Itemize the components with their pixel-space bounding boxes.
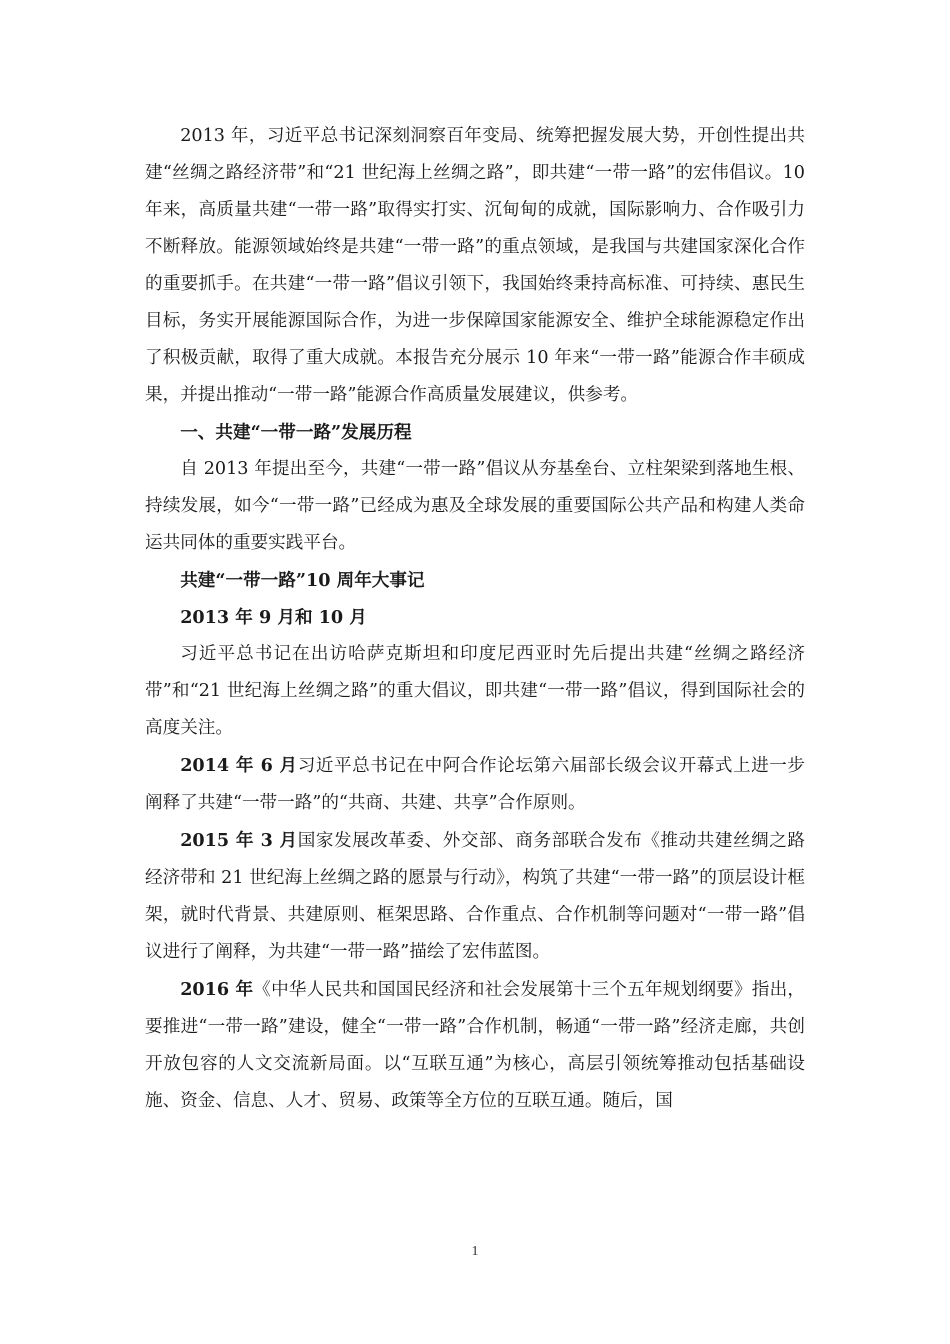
milestone-2016-date: 2016 年	[180, 979, 254, 1000]
milestones-heading: 共建“一带一路”10 周年大事记	[180, 570, 425, 591]
document-page	[145, 118, 805, 1120]
milestone-2016	[145, 971, 805, 1120]
milestone-2014-text: 习近平总书记在中阿合作论坛第六届部长级会议开幕式上进一步阐释了共建“一带一路”的“共商、共建、共享”合作原则。	[145, 756, 805, 813]
milestone-2015	[145, 822, 805, 971]
milestone-2014	[145, 747, 805, 822]
intro-paragraph: 2013 年，习近平总书记深刻洞察百年变局、统筹把握发展大势，开创性提出共建“丝绸之路经济带”和“21 世纪海上丝绸之路”，即共建“一带一路”的宏伟倡议。10 年来，高质量共建“一带一路”取得实打实、沉甸甸的成就，国际影响力、合作吸引力不断释放。能源领域始终是共建“一带一路”的重点领域，是我国与共建国家深化合作的重要抓手。在共建“一带一路”倡议引领下，我国始终秉持高标准、可持续、惠民生目标，务实开展能源国际合作，为进一步保障国家能源安全、维护全球能源稳定作出了积极贡献，取得了重大成就。本报告充分展示 10 年来“一带一路”能源合作丰硕成果，并提出推动“一带一路”能源合作高质量发展建议，供参考。	[145, 126, 805, 405]
milestone-2015-date: 2015 年 3 月	[180, 830, 298, 851]
milestone-2014-date: 2014 年 6 月	[180, 755, 298, 776]
milestone-2015-text: 国家发展改革委、外交部、商务部联合发布《推动共建丝绸之路经济带和 21 世纪海上丝绸之路的愿景与行动》，构筑了共建“一带一路”的顶层设计框架，就时代背景、共建原则、框架思路、合作重点、合作机制等问题对“一带一路”倡议进行了阐释，为共建“一带一路”描绘了宏伟蓝图。	[145, 831, 805, 962]
section-paragraph: 自 2013 年提出至今，共建“一带一路”倡议从夯基垒台、立柱架梁到落地生根、持续发展，如今“一带一路”已经成为惠及全球发展的重要国际公共产品和构建人类命运共同体的重要实践平台。	[145, 459, 805, 553]
milestone-2016-text: 《中华人民共和国国民经济和社会发展第十三个五年规划纲要》指出，要推进“一带一路”建设，健全“一带一路”合作机制，畅通“一带一路”经济走廊，共创开放包容的人文交流新局面。以“互联互通”为核心，高层引领统筹推动包括基础设施、资金、信息、人才、贸易、政策等全方位的互联互通。随后，国	[145, 980, 805, 1111]
page-number: 1	[471, 1244, 479, 1259]
milestone-2013-date: 2013 年 9 月和 10 月	[180, 607, 367, 628]
section-heading: 一、共建“一带一路”发展历程	[180, 422, 412, 443]
milestone-2013-text: 习近平总书记在出访哈萨克斯坦和印度尼西亚时先后提出共建“丝绸之路经济带”和“21 世纪海上丝绸之路”的重大倡议，即共建“一带一路”倡议，得到国际社会的高度关注。	[145, 644, 805, 738]
